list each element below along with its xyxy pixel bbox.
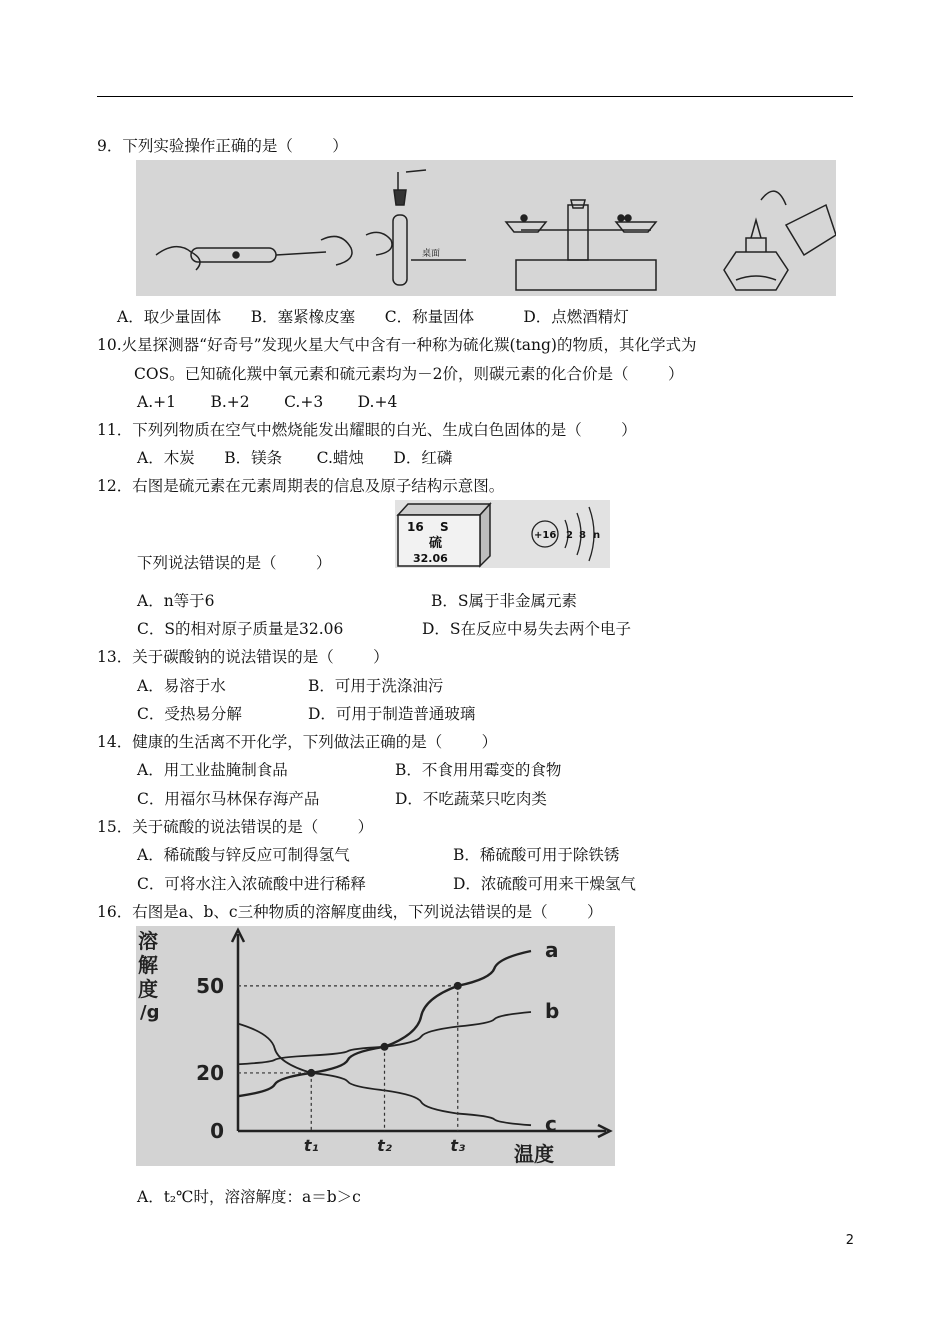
series-b-label: b — [545, 998, 560, 1023]
q12-opt-c: C．S的相对原子质量是32.06 — [137, 620, 344, 638]
q15-opt-d: D．浓硫酸可用来干燥氢气 — [453, 875, 636, 893]
q16-stem: 16．右图是a、b、c三种物质的溶解度曲线，下列说法错误的是（ ） — [97, 903, 603, 921]
x-label: 温度 — [514, 1142, 554, 1166]
q12-stem: 12．右图是硫元素在元素周期表的信息及原子结构示意图。 — [97, 477, 505, 495]
series-a-label: a — [545, 938, 559, 962]
q12-sub: 下列说法错误的是（ ） — [137, 554, 332, 572]
y-label-4: /g — [140, 1002, 160, 1023]
q15-opt-c: C．可将水注入浓硫酸中进行稀释 — [137, 875, 366, 893]
balance-figure — [506, 200, 656, 290]
element-symbol: S — [440, 520, 449, 534]
q15-opt-a: A．稀硫酸与锌反应可制得氢气 — [137, 846, 350, 864]
series-a-line — [238, 951, 531, 1096]
q10-options: A.+1 B.+2 C.+3 D.+4 — [137, 393, 398, 411]
q12-opt-a: A．n等于6 — [137, 592, 215, 610]
y-tick-label: 50 — [196, 973, 224, 998]
element-name: 硫 — [429, 536, 443, 551]
q14-stem: 14．健康的生活离不开化学，下列做法正确的是（ ） — [97, 733, 498, 751]
y-label-3: 度 — [138, 977, 158, 1001]
x-tick-label: t₁ — [303, 1136, 319, 1155]
q14-opt-b: B．不食用用霉变的食物 — [395, 761, 562, 779]
element-number: 16 — [407, 520, 424, 534]
q13-opt-b: B．可用于洗涤油污 — [308, 677, 444, 695]
q13-opt-a: A．易溶于水 — [137, 677, 226, 695]
q14-opt-c: C．用福尔马林保存海产品 — [137, 790, 320, 808]
sulfur-info-figure — [395, 500, 610, 568]
shell-1: 2 — [566, 530, 573, 541]
lab-operations-figure — [136, 160, 836, 296]
series-c-line — [238, 1024, 531, 1126]
stopper-figure — [366, 170, 466, 285]
q12-opt-d: D．S在反应中易失去两个电子 — [422, 620, 632, 638]
y-tick-label: 20 — [196, 1060, 224, 1085]
page-number: 2 — [845, 1233, 854, 1248]
shell-2: 8 — [579, 530, 586, 541]
solubility-chart — [136, 926, 615, 1166]
test-tube-figure — [156, 236, 352, 270]
q9-options: A．取少量固体 B．塞紧橡皮塞 C．称量固体 D．点燃酒精灯 — [117, 308, 629, 326]
q13-opt-d: D．可用于制造普通玻璃 — [308, 705, 476, 723]
nucleus-charge: +16 — [534, 530, 557, 541]
y-label-1: 溶 — [138, 929, 158, 953]
q14-opt-d: D．不吃蔬菜只吃肉类 — [395, 790, 547, 808]
q13-stem: 13．关于碳酸钠的说法错误的是（ ） — [97, 648, 389, 666]
q12-opt-b: B．S属于非金属元素 — [431, 592, 578, 610]
q10-line1: 10.火星探测器“好奇号”发现火星大气中含有一种称为硫化羰(tang)的物质，其化学式为 — [97, 336, 697, 354]
x-tick-label: t₃ — [450, 1136, 466, 1155]
q16-opt-a: A．t₂℃时，溶溶解度：a＝b＞c — [137, 1188, 361, 1206]
q14-opt-a: A．用工业盐腌制食品 — [137, 761, 288, 779]
y-label-2: 解 — [138, 953, 158, 977]
q15-opt-b: B．稀硫酸可用于除铁锈 — [453, 846, 620, 864]
x-tick-label: t₂ — [377, 1136, 392, 1155]
q9-stem: 9．下列实验操作正确的是（ ） — [97, 137, 348, 155]
desk-label: 桌面 — [422, 249, 441, 259]
header-rule — [97, 96, 853, 97]
intersection-point — [381, 1043, 389, 1051]
q10-line2: COS。已知硫化羰中氧元素和硫元素均为－2价，则碳元素的化合价是（ ） — [134, 365, 684, 383]
intersection-point — [454, 982, 462, 990]
series-b-line — [238, 1012, 531, 1064]
element-mass: 32.06 — [413, 552, 448, 565]
intersection-point — [307, 1069, 315, 1077]
shell-3: n — [593, 530, 601, 541]
y-tick-label: 0 — [210, 1119, 224, 1143]
series-c-label: c — [545, 1112, 557, 1137]
q11-stem: 11．下列列物质在空气中燃烧能发出耀眼的白光、生成白色固体的是（ ） — [97, 421, 637, 439]
q15-stem: 15．关于硫酸的说法错误的是（ ） — [97, 818, 374, 836]
q11-options: A．木炭 B．镁条 C.蜡烛 D．红磷 — [137, 449, 453, 467]
alcohol-lamp-figure — [724, 191, 836, 290]
q13-opt-c: C．受热易分解 — [137, 705, 242, 723]
